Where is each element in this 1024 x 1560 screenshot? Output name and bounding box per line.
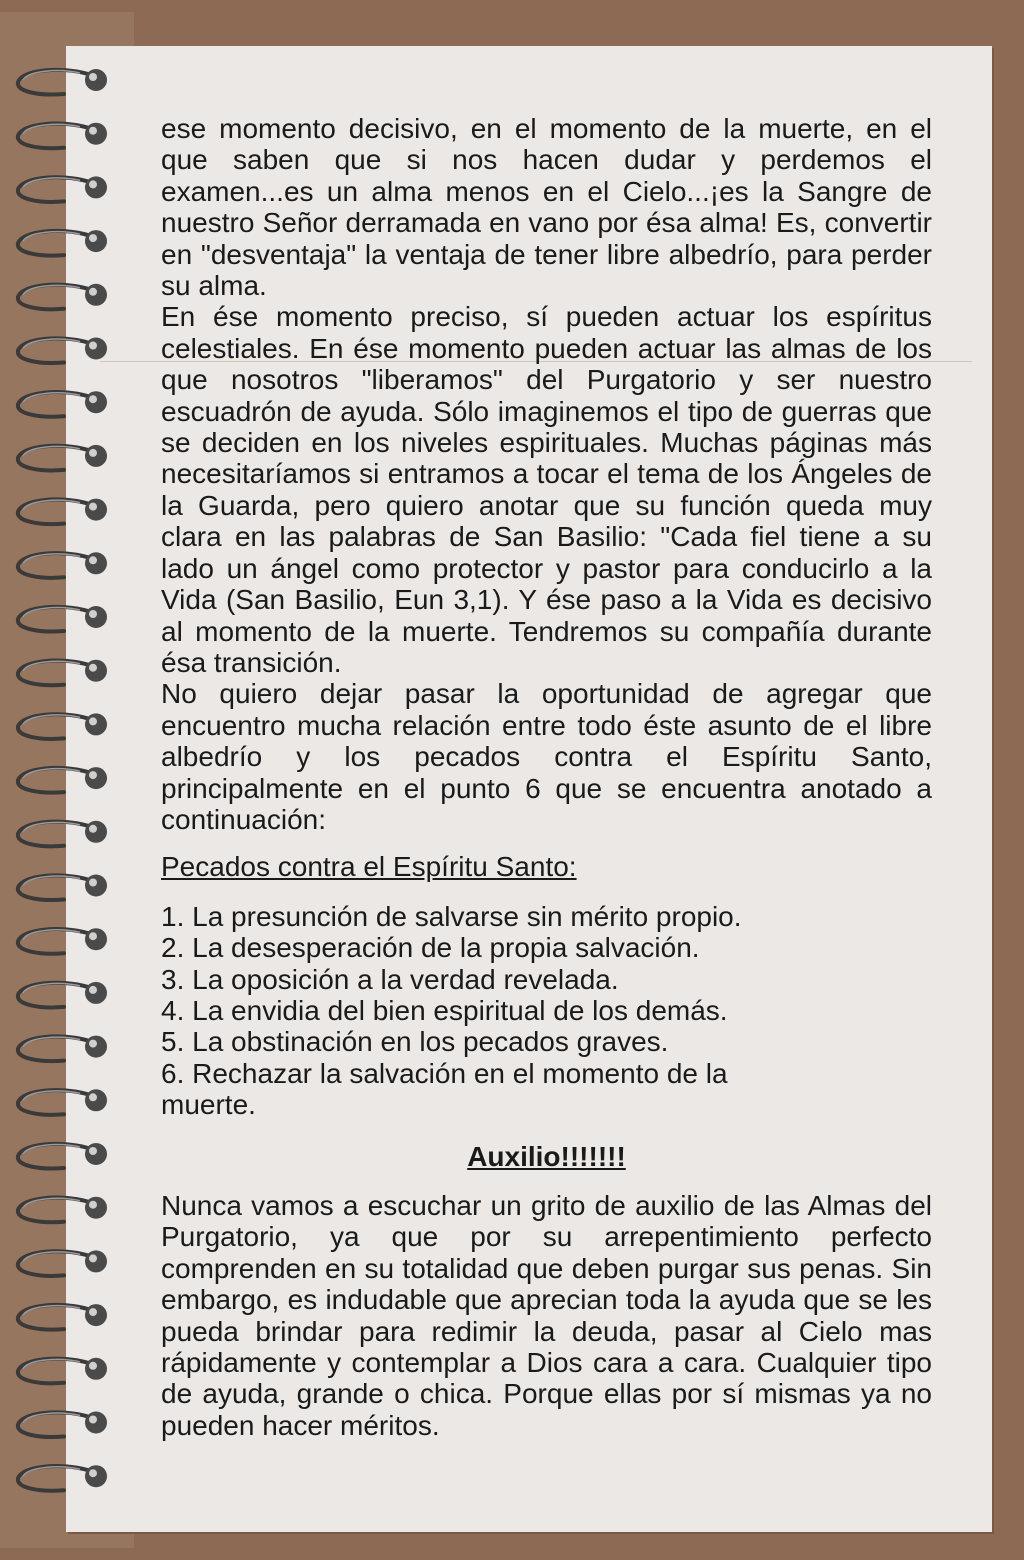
spiral-binding-ring-icon [18, 284, 107, 310]
list-item: 2. La desesperación de la propia salvación. [161, 932, 700, 964]
spiral-binding-ring-icon [18, 230, 107, 256]
page-content [161, 113, 932, 1441]
spiral-binding-ring-icon [18, 928, 107, 954]
auxilio-title: Auxilio!!!!!!! [467, 1140, 626, 1172]
spiral-binding [0, 0, 120, 1560]
body-paragraph-2: En ése momento preciso, sí pueden actuar los espíritus celestiales. En ése momento pueden actuar las almas de los que nosotros "liberamos" del Purgatorio y ser nuestro escuadrón de ayuda. Sólo imaginemos el tipo de guerras que se deciden en los niveles espirituales. Muchas páginas más necesitaríamos si entramos a tocar el tema de los Ángeles de la Guarda, pero quiero anotar que su función queda muy clara en las palabras de San Basilio: "Cada fiel tiene a su lado un ángel como protector y pastor para conducirlo a la Vida (San Basilio, Eun 3,1). Y ése paso a la Vida es decisivo al momento de la muerte. Tendremos su compañía durante ésa transición. [161, 301, 932, 678]
spiral-binding-ring-icon [18, 391, 107, 417]
auxilio-paragraph: Nunca vamos a escuchar un grito de auxilio de las Almas del Purgatorio, ya que por su arrepentimiento perfecto comprenden en su totalidad que deben purgar sus penas. Sin embargo, es indudable que aprecian toda la ayuda que se les pueda brindar para redimir la deuda, pasar al Cielo mas rápidamente y contemplar a Dios cara a cara. Cualquier tipo de ayuda, grande o chica. Porque ellas por sí mismas ya no pueden hacer méritos. [161, 1190, 932, 1441]
spiral-binding-ring-icon [18, 338, 107, 364]
spiral-binding-ring-icon [18, 123, 107, 149]
spiral-binding-ring-icon [18, 1412, 107, 1438]
spiral-binding-ring-icon [18, 1250, 107, 1276]
list-item: 3. La oposición a la verdad revelada. [161, 963, 619, 995]
spiral-binding-ring-icon [18, 875, 107, 901]
spiral-binding-ring-icon [18, 499, 107, 524]
spiral-binding-ring-icon [18, 660, 107, 686]
spiral-binding-ring-icon [18, 982, 107, 1008]
spiral-binding-ring-icon [18, 1143, 107, 1169]
list-item: 1. La presunción de salvarse sin mérito propio. [161, 900, 742, 932]
spiral-binding-ring-icon [18, 713, 107, 739]
spiral-binding-ring-icon [18, 1358, 107, 1384]
spiral-binding-ring-icon [18, 1465, 107, 1491]
spiral-binding-ring-icon [18, 445, 107, 471]
spiral-binding-ring-icon [18, 767, 107, 793]
spiral-binding-ring-icon [18, 1304, 107, 1330]
spiral-binding-ring-icon [18, 1089, 107, 1115]
list-item: 5. La obstinación en los pecados graves. [161, 1026, 669, 1058]
spiral-binding-ring-icon [18, 552, 107, 578]
body-paragraph-1: ese momento decisivo, en el momento de la muerte, en el que saben que si nos hacen dudar y perdemos el examen...es un alma menos en el Cielo...¡es la Sangre de nuestro Señor derramada en vano por ésa alma! Es, convertir en "desventaja" la ventaja de tener libre albedrío, para perder su alma. [161, 113, 932, 302]
list-item: 4. La envidia del bien espiritual de los demás. [161, 994, 728, 1026]
spiral-binding-ring-icon [18, 69, 107, 95]
spiral-binding-ring-icon [18, 1197, 107, 1223]
sins-list [161, 901, 932, 1121]
spiral-binding-ring-icon [18, 821, 107, 847]
spiral-binding-ring-icon [18, 176, 107, 202]
list-item: 6. Rechazar la salvación en el momento de la muerte. [161, 1057, 728, 1121]
spiral-binding-ring-icon [18, 606, 107, 632]
spiral-binding-ring-icon [18, 1036, 107, 1062]
body-paragraph-3: No quiero dejar pasar la oportunidad de agregar que encuentro mucha relación entre todo éste asunto de el libre albedrío y los pecados contra el Espíritu Santo, principalmente en el punto 6 que se encuentra anotado a continuación: [161, 678, 932, 835]
sins-heading: Pecados contra el Espíritu Santo: [161, 851, 577, 883]
